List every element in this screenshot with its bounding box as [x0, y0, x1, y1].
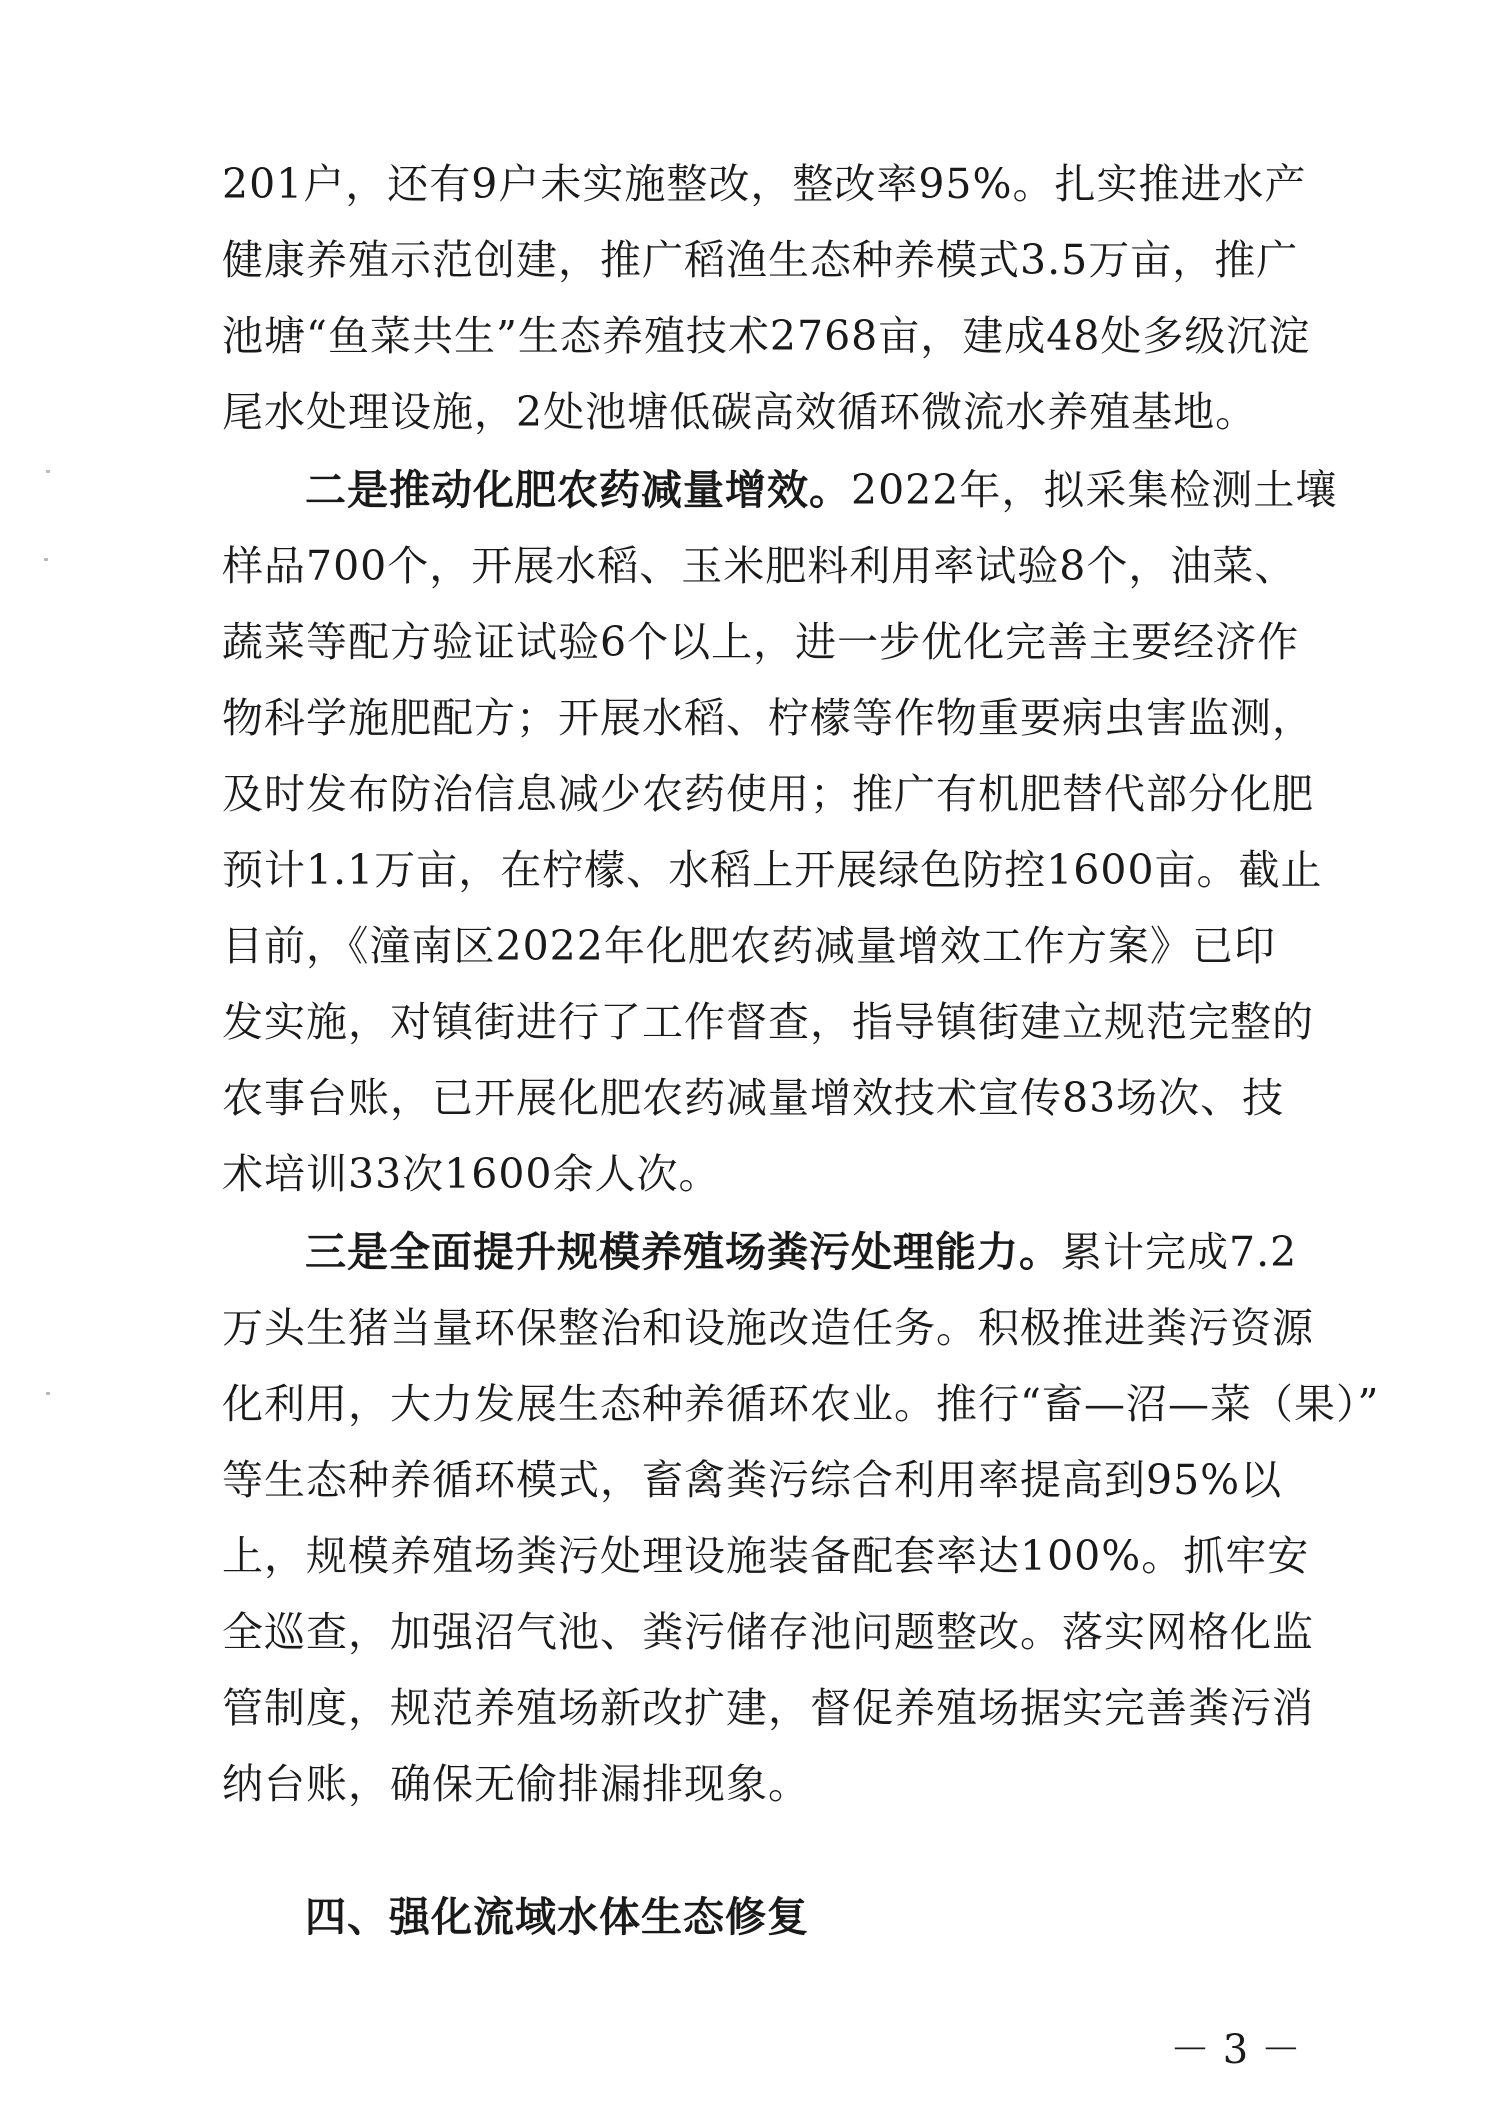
paragraph-line: 及时发布防治信息减少农药使用；推广有机肥替代部分化肥 [222, 770, 1314, 818]
paragraph-line: 全巡查，加强沼气池、粪污储存池问题整改。落实网格化监 [222, 1608, 1314, 1656]
paragraph-line: 上，规模养殖场粪污处理设施装备配套率达100%。抓牢安 [222, 1532, 1310, 1580]
paragraph-line: 农事台账，已开展化肥农药减量增效技术宣传83场次、技 [222, 1074, 1285, 1122]
paragraph-line: 化利用，大力发展生态种养循环农业。推行“畜—沼—菜（果）” [222, 1380, 1380, 1428]
paragraph-line-text: 2022年，拟采集检测土壤 [851, 466, 1338, 514]
paragraph-line: 201户，还有9户未实施整改，整改率95%。扎实推进水产 [222, 160, 1307, 208]
paragraph-line: 蔬菜等配方验证试验6个以上，进一步优化完善主要经济作 [222, 618, 1300, 666]
scan-speck [46, 470, 50, 473]
paragraph-run-in-heading: 三是全面提升规模养殖场粪污处理能力。 [305, 1228, 1061, 1276]
paragraph-line: 发实施，对镇街进行了工作督查，指导镇街建立规范完整的 [222, 998, 1314, 1046]
paragraph-line: 尾水处理设施，2处池塘低碳高效循环微流水养殖基地。 [222, 388, 1258, 436]
paragraph-line: 目前，《潼南区2022年化肥农药减量增效工作方案》已印 [222, 922, 1276, 970]
paragraph-line: 等生态种养循环模式，畜禽粪污综合利用率提高到95%以 [222, 1456, 1283, 1504]
paragraph-line: 池塘“鱼菜共生”生态养殖技术2768亩，建成48处多级沉淀 [222, 312, 1311, 360]
paragraph-line: 健康养殖示范创建，推广稻渔生态种养模式3.5万亩，推广 [222, 236, 1299, 284]
paragraph-run-in-heading: 二是推动化肥农药减量增效。 [305, 466, 851, 514]
paragraph-line: 万头生猪当量环保整治和设施改造任务。积极推进粪污资源 [222, 1304, 1314, 1352]
paragraph-first-line [305, 452, 1338, 528]
paragraph-line: 术培训33次1600余人次。 [222, 1150, 721, 1198]
paragraph-first-line [305, 1214, 1298, 1290]
paragraph-line: 管制度，规范养殖场新改扩建，督促养殖场据实完善粪污消 [222, 1684, 1314, 1732]
paragraph-line: 物科学施肥配方；开展水稻、柠檬等作物重要病虫害监测， [222, 694, 1314, 742]
scan-speck [46, 1392, 50, 1395]
paragraph-line-text: 累计完成7.2 [1061, 1228, 1298, 1276]
paragraph-line: 纳台账，确保无偷排漏排现象。 [222, 1760, 810, 1808]
section-heading: 四、强化流域水体生态修复 [305, 1893, 809, 1941]
paragraph-line: 样品700个，开展水稻、玉米肥料利用率试验8个，油菜、 [222, 542, 1297, 590]
scan-speck [44, 558, 48, 561]
paragraph-line: 预计1.1万亩，在柠檬、水稻上开展绿色防控1600亩。截止 [222, 846, 1323, 894]
page-number: － 3 － [1170, 2027, 1301, 2073]
